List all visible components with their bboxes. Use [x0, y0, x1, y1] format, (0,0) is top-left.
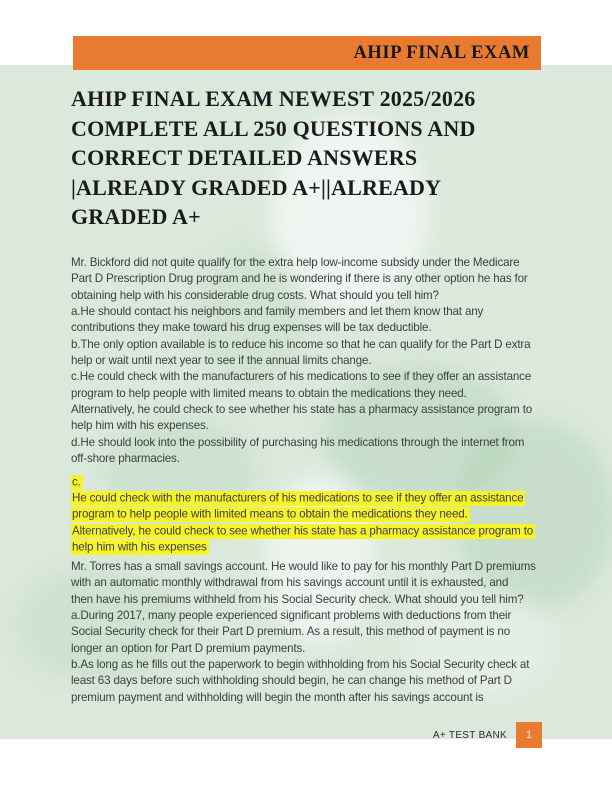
text-line: longer an option for Part D premium payments.	[71, 641, 306, 655]
text-line: help him with his expenses.	[71, 419, 209, 433]
text-line: Mr. Torres has a small savings account. He would like to pay for his monthly Part D premiums	[71, 560, 536, 573]
page-number-badge: 1	[516, 722, 542, 748]
highlighted-answer-block	[71, 474, 553, 556]
text-line: off-shore pharmacies.	[71, 452, 180, 466]
text-line	[71, 523, 553, 539]
text-line	[71, 539, 553, 555]
text-line: obtaining help with his considerable drug costs. What should you tell him?	[71, 288, 439, 302]
text-line: least 63 days before such withholding should begin, he can change his method of Part D	[71, 674, 512, 688]
highlighted-text: Alternatively, he could check to see whether his state has a pharmacy assistance program to	[72, 524, 534, 538]
banner-title: AHIP FINAL EXAM	[353, 42, 530, 63]
text-line: AHIP FINAL EXAM NEWEST 2025/2026	[71, 86, 476, 111]
text-line: Alternatively, he could check to see whether his state has a pharmacy assistance program to	[71, 403, 533, 417]
text-line: b.The only option available is to reduce his income so that he can qualify for the Part D extra	[71, 337, 531, 351]
text-line: GRADED A+	[71, 204, 201, 230]
header-banner	[73, 36, 541, 70]
text-line: COMPLETE ALL 250 QUESTIONS AND	[71, 115, 476, 141]
question-block-1	[71, 255, 553, 467]
text-line	[71, 490, 553, 506]
highlighted-text: He could check with the manufacturers of his medications to see if they offer an assistance	[72, 491, 524, 505]
text-line: Mr. Bickford did not quite qualify for the extra help low-income subsidy under the Medicare	[71, 256, 520, 269]
highlighted-text: c.	[72, 475, 81, 488]
highlighted-text: help him with his expenses	[72, 540, 207, 554]
text-line: CORRECT DETAILED ANSWERS	[71, 145, 418, 171]
text-line: with an automatic monthly withdrawal from his savings account until it is exhausted, and	[71, 576, 509, 590]
text-line	[71, 474, 553, 490]
text-line: d.He should look into the possibility of purchasing his medications through the internet from	[71, 435, 525, 449]
text-line: Social Security check for their Part D premium. As a result, this method of payment is no	[71, 625, 510, 639]
text-line: premium payment and withholding will begin the month after his savings account is	[71, 690, 484, 704]
text-line: program to help people with limited means to obtain the medications they need.	[71, 386, 467, 400]
text-line: c.He could check with the manufacturers of his medications to see if they offer an assistance	[71, 370, 532, 384]
text-line: then have his premiums withheld from his Social Security check. What should you tell him?	[71, 592, 524, 606]
highlighted-text: program to help people with limited means to obtain the medications they need.	[72, 507, 468, 521]
text-line: a.He should contact his neighbors and family members and let them know that any	[71, 305, 484, 319]
text-line: b.As long as he fills out the paperwork to begin withholding from his Social Security check at	[71, 658, 530, 672]
text-line	[71, 507, 553, 523]
text-line: a.During 2017, many people experienced significant problems with deductions from their	[71, 609, 512, 623]
text-line: help or wait until next year to see if the annual limits change.	[71, 354, 372, 368]
text-line: Part D Prescription Drug program and he is wondering if there is any other option he has for	[71, 272, 528, 286]
question-block-2	[71, 559, 553, 706]
page-footer	[433, 722, 542, 748]
document-title	[71, 84, 557, 232]
text-line: contributions they make toward his drug expenses will be tax deductible.	[71, 321, 432, 335]
footer-brand-text: A+ TEST BANK	[432, 729, 507, 741]
text-line: |ALREADY GRADED A+||ALREADY	[71, 174, 442, 200]
